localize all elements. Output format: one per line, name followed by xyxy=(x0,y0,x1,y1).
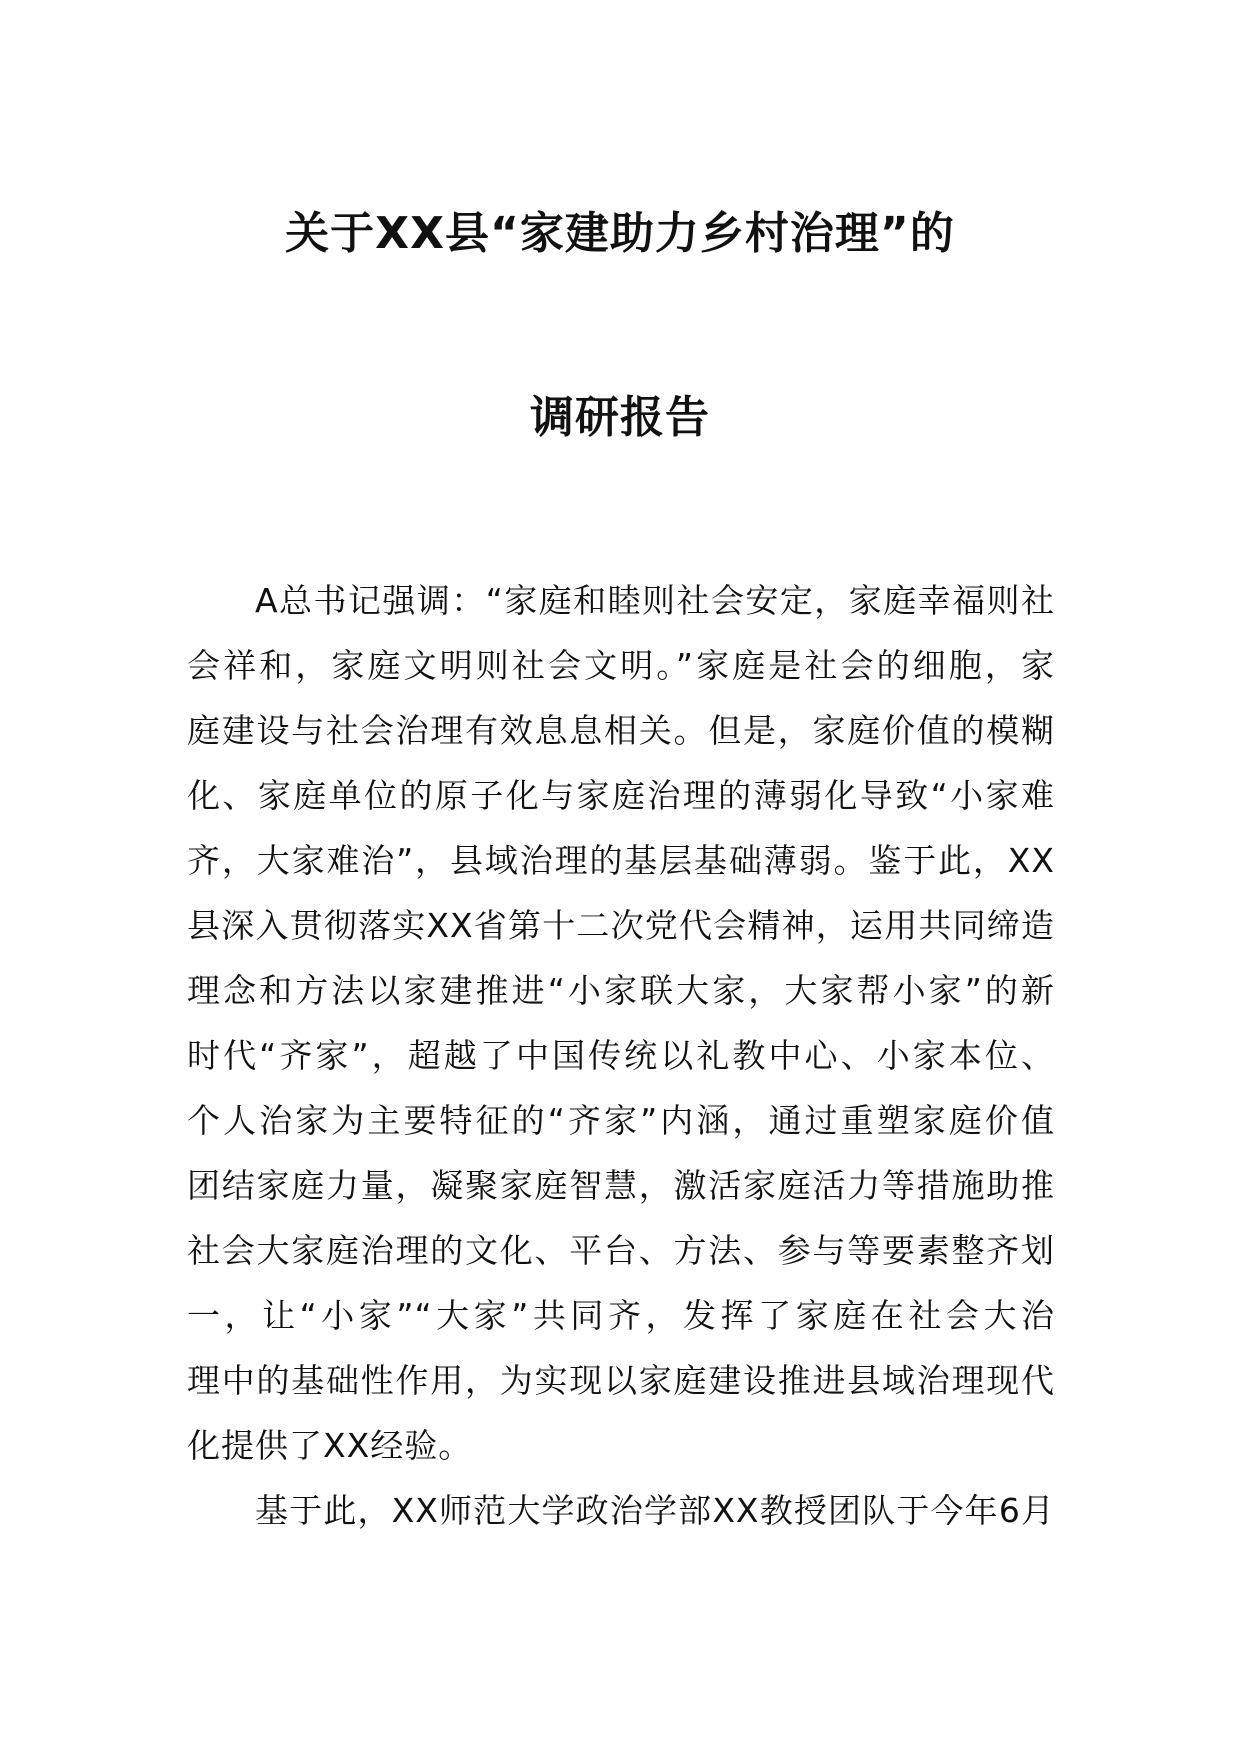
paragraph-1-line: 时代“齐家”，超越了中国传统以礼教中心、小家本位、 xyxy=(187,1036,1055,1075)
paragraph-1-line: 县深入贯彻落实XX省第十二次党代会精神，运用共同缔造 xyxy=(187,906,1055,945)
paragraph-2-line: 基于此，XX师范大学政治学部XX教授团队于今年6月 xyxy=(255,1491,1055,1530)
paragraph-1-line: A总书记强调：“家庭和睦则社会安定，家庭幸福则社 xyxy=(255,581,1055,620)
document-title-line-1: 关于XX县“家建助力乡村治理”的 xyxy=(285,208,955,259)
paragraph-1-line: 庭建设与社会治理有效息息相关。但是，家庭价值的模糊 xyxy=(187,711,1055,750)
paragraph-1-line: 一，让“小家”“大家”共同齐，发挥了家庭在社会大治 xyxy=(187,1296,1055,1335)
paragraph-1-line: 团结家庭力量，凝聚家庭智慧，激活家庭活力等措施助推 xyxy=(187,1166,1055,1205)
paragraph-1-line: 化、家庭单位的原子化与家庭治理的薄弱化导致“小家难 xyxy=(187,776,1055,815)
paragraph-1-line: 理念和方法以家建推进“小家联大家，大家帮小家”的新 xyxy=(187,971,1055,1010)
document-body xyxy=(187,568,1055,1543)
paragraph-1-line: 个人治家为主要特征的“齐家”内涵，通过重塑家庭价值 xyxy=(187,1101,1055,1140)
paragraph-1-line: 化提供了XX经验。 xyxy=(187,1426,473,1465)
document-title-line-2: 调研报告 xyxy=(530,392,710,443)
paragraph-1-line: 会祥和，家庭文明则社会文明。”家庭是社会的细胞，家 xyxy=(187,646,1055,685)
paragraph-1-line: 社会大家庭治理的文化、平台、方法、参与等要素整齐划 xyxy=(187,1231,1055,1270)
paragraph-1-line: 理中的基础性作用，为实现以家庭建设推进县域治理现代 xyxy=(187,1361,1055,1400)
paragraph-1-line: 齐，大家难治”，县域治理的基层基础薄弱。鉴于此，XX xyxy=(187,841,1055,880)
